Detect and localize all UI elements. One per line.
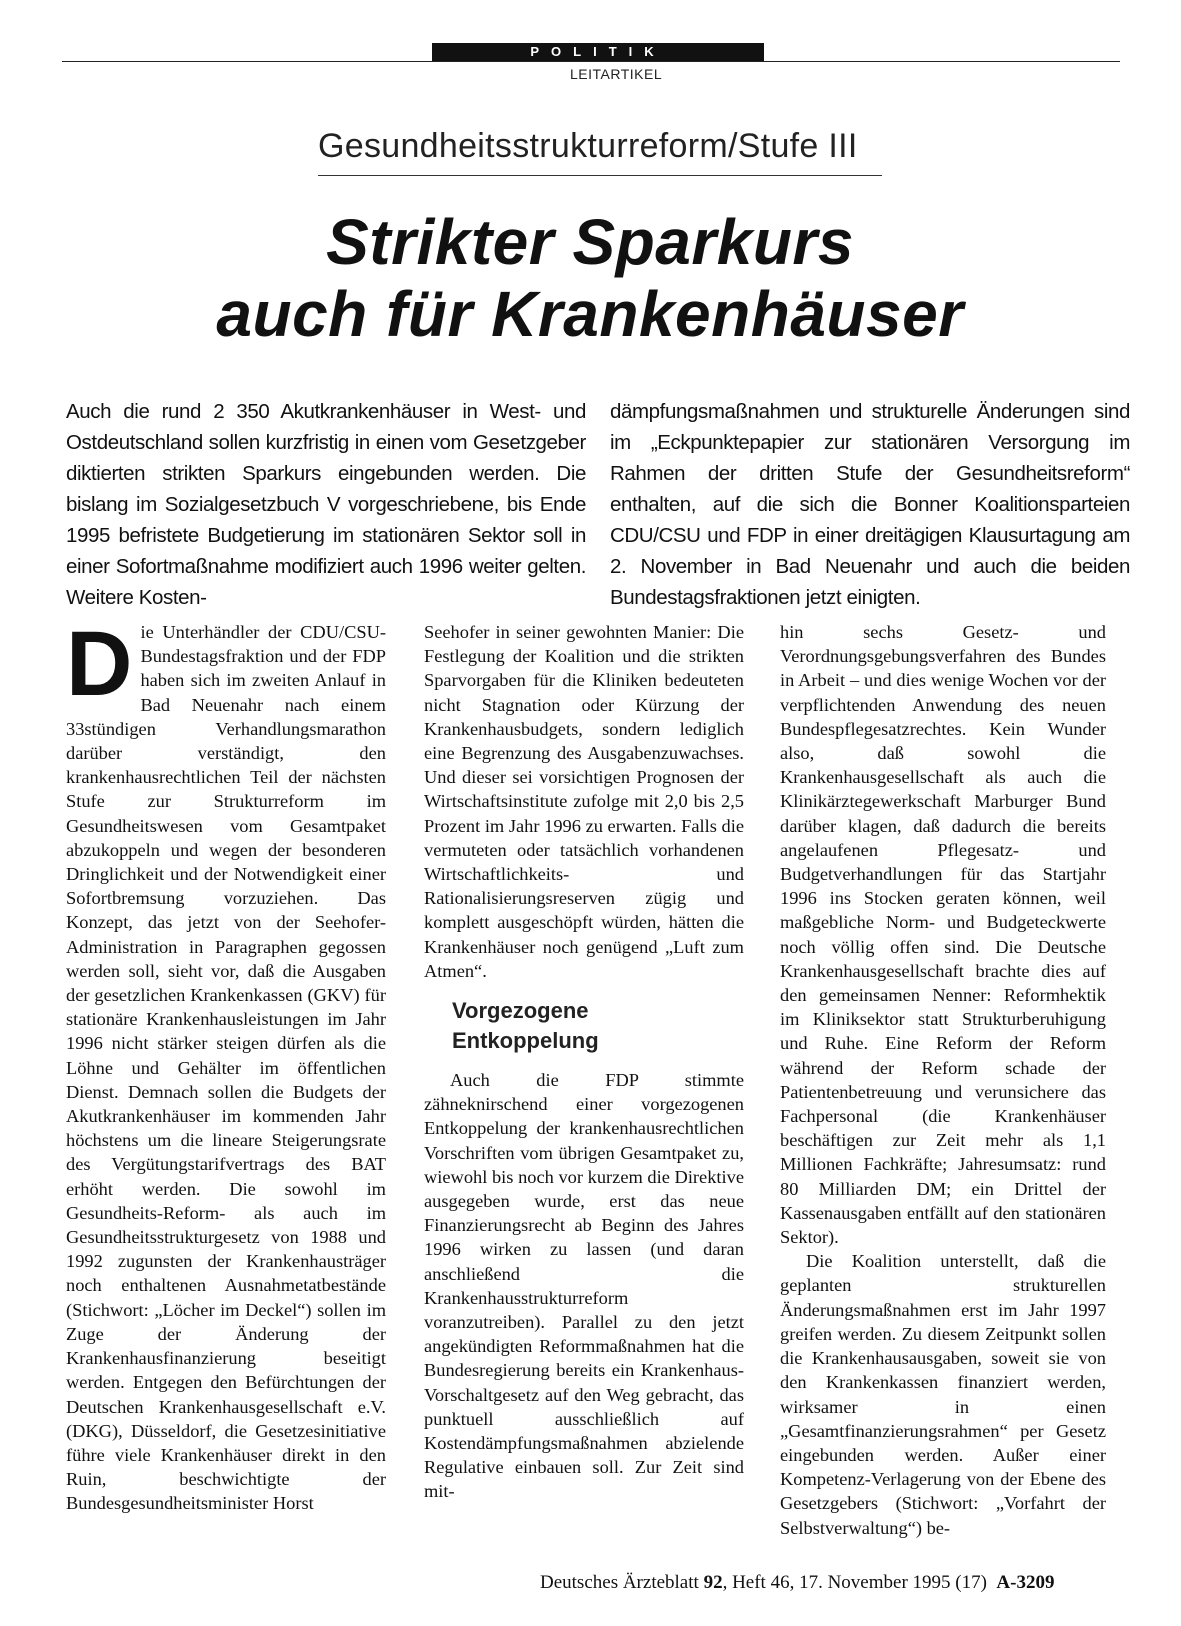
body-column-3-text-a: hin sechs Gesetz- und Verordnungsgebungsverfahren des Bundes in Arbeit – und dies wenige Wochen vor der verpflichtenden Anwendung des neuen Bundespflegesatzrechtes. Kein Wunder also, daß sowohl die Krankenhausgesellschaft als auch die Klinikärztegewerkschaft Marburger Bund darüber klagen, daß dadurch die bereits angelaufenen Pflegesatz- und Budgetverhandlungen für das Startjahr 1996 ins Stocken geraten können, weil maßgebliche Norm- und Budgeteckwerte noch völlig offen sind. Die Deutsche Krankenhausgesellschaft brachte dies auf den gemeinsamen Nenner: Reformhektik im Kliniksektor statt Strukturberuhigung und Ruhe. Eine Reform der Reform während der Reform schade der Patientenbetreuung und verunsichere das Fachpersonal (die Krankenhäuser beschäftigen zur Zeit mehr als 1,1 Millionen Fachkräfte; Jahresumsatz: rund 80 Milliarden DM; ein Drittel der Kassenausgaben entfällt auf den stationären Sektor). xyxy=(780,622,1106,1248)
lead-right: dämpfungsmaßnahmen und strukturelle Änderungen sind im „Eckpunktepapier zur stationären Versorgung im Rahmen der dritten Stufe der Gesundheitsreform“ enthalten, auf die sich die Bonner Koalitionsparteien CDU/CSU und FDP in einer dreitägigen Klausurtagung am 2. November in Bad Neuenahr und auch die beiden Bundestagsfraktionen jetzt einigten. xyxy=(610,400,1130,609)
body-column-2-text-b: Auch die FDP stimmte zähneknirschend einer vorgezogenen Entkoppelung der krankenhausrechtlichen Vorschriften vom übrigen Gesamtpaket zu, wiewohl bis noch vor kurzem die Direktive ausgegeben wurde, erst das neue Finanzierungsrecht ab Beginn des Jahres 1996 wirken zu lassen (und daran anschließend die Krankenhausstrukturreform voranzutreiben). Parallel zu den jetzt angekündigten Reformmaßnahmen hat die Bundesregierung bereits ein Krankenhaus-Vorschaltgesetz auf den Weg gebracht, das punktuell ausschließlich auf Kostendämpfungsmaßnahmen abzielende Regulative einbauen soll. Zur Zeit sind mit- xyxy=(424,1070,744,1502)
body-column-1 xyxy=(66,613,386,1516)
footer-page: A-3209 xyxy=(996,1572,1055,1593)
footer-issue: , Heft 46, 17. November 1995 (17) xyxy=(722,1572,987,1593)
body-column-3 xyxy=(780,620,1106,1540)
section-label: POLITIK xyxy=(432,43,764,61)
body-column-2b xyxy=(424,1068,744,1504)
body-column-2-text-a: Seehofer in seiner gewohnten Manier: Die Festlegung der Koalition und die strikten Sparvorgaben für die Kliniken bedeuteten nicht Stagnation oder Kürzung der Krankenhausbudgets, sondern lediglich eine Begrenzung des Ausgabenzuwachses. Und dieser sei vorsichtigen Prognosen der Wirtschaftsinstitute zufolge mit 2,0 bis 2,5 Prozent im Jahr 1996 zu erwarten. Falls die vermuteten oder tatsächlich vorhandenen Wirtschaftlichkeits- und Rationalisierungsreserven zügig und komplett ausgeschöpft würden, hätten die Krankenhäuser noch genügend „Luft zum Atmen“. xyxy=(424,622,744,981)
body-column-2 xyxy=(424,620,744,983)
body-column-1-text: ie Unterhändler der CDU/CSU-Bundestagsfraktion und der FDP haben sich im zweiten Anlauf in Bad Neuenahr nach einem 33stündigen Verhandlungsmarathon darüber verständigt, den krankenhausrechtlichen Teil der nächsten Stufe zur Strukturreform im Gesundheitswesen vom Gesamtpaket abzukoppeln und wegen der besonderen Dringlichkeit und der Notwendigkeit einer Sofortbremsung vorzuziehen. Das Konzept, das jetzt von der Seehofer-Administration in Paragraphen gegossen werden soll, sieht vor, daß die Ausgaben der gesetzlichen Krankenkassen (GKV) für stationäre Krankenhausleistungen im Jahr 1996 nicht stärker steigen dürfen als die Löhne und Gehälter im öffentlichen Dienst. Demnach sollen die Budgets der Akutkrankenhäuser im kommenden Jahr höchstens um die lineare Steigerungsrate des Vergütungstarifvertrags des BAT erhöht werden. Die sowohl im Gesundheits-Reform- als auch im Gesundheitsstrukturgesetz von 1988 und 1992 zugunsten der Krankenhausträger noch enthaltenen Ausnahmetatbestände (Stichwort: „Löcher im Deckel“) sollen im Zuge der Änderung der Krankenhausfinanzierung beseitigt werden. Entgegen den Befürchtungen der Deutschen Krankenhausgesellschaft e.V. (DKG), Düsseldorf, die Gesetzesinitiative führe viele Krankenhäuser direkt in den Ruin, beschwichtigte der Bundesgesundheitsminister Horst xyxy=(66,622,386,1514)
headline xyxy=(90,206,1090,350)
headline-line-1: Strikter Sparkurs xyxy=(326,206,854,278)
page-footer xyxy=(540,1572,1054,1594)
subheading: Vorgezogene Entkoppelung xyxy=(452,998,599,1053)
lead-left: Auch die rund 2 350 Akutkrankenhäuser in West- und Ostdeutschland sollen kurzfristig in einen vom Gesetzgeber diktierten strikten Sparkurs eingebunden werden. Die bislang im Sozialgesetzbuch V vorgeschriebene, bis Ende 1995 befristete Budgetierung im stationären Sektor soll in einer Sofortmaßnahme modifiziert auch 1996 weiter gelten. Weitere Kosten- xyxy=(66,400,586,609)
kicker: Gesundheitsstrukturreform/Stufe III xyxy=(318,127,882,176)
footer-journal: Deutsches Ärzteblatt xyxy=(540,1572,699,1593)
footer-volume: 92 xyxy=(703,1572,723,1593)
body-column-3-text-b: Die Koalition unterstellt, daß die geplanten strukturellen Änderungsmaßnahmen erst im Jahr 1997 greifen werden. Zu diesem Zeitpunkt sollen die Krankenhausausgaben, soweit sie von den Krankenkassen finanziert werden, wirksamer in einen „Gesamtfinanzierungsrahmen“ per Gesetz eingebunden werden. Außer einer Kompetenz-Verlagerung von der Ebene des Gesetzgebers (Stichwort: „Vorfahrt der Selbstverwaltung“) be- xyxy=(780,1251,1106,1538)
header-rule xyxy=(62,61,1120,62)
dropcap: D xyxy=(66,613,133,715)
headline-line-2: auch für Krankenhäuser xyxy=(216,278,964,350)
subsection-label: LEITARTIKEL xyxy=(570,66,663,82)
